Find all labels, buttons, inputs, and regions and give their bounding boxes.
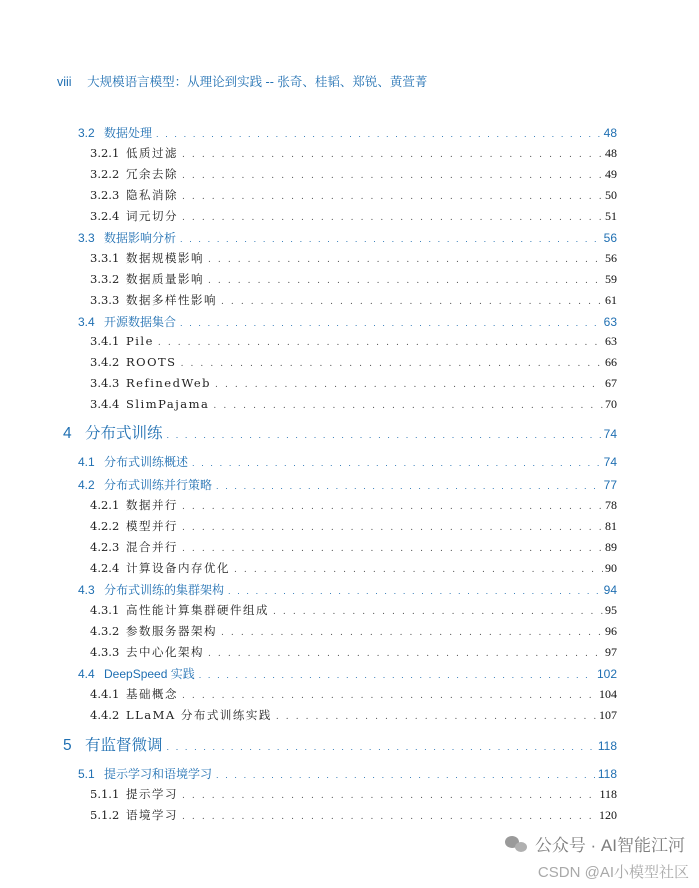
toc-entry-page: 70 bbox=[605, 397, 617, 411]
toc-entry-number: 4.3 bbox=[78, 583, 95, 597]
toc-entry-page: 74 bbox=[603, 427, 617, 441]
toc-entry-title: 数据多样性影响 bbox=[126, 293, 217, 307]
toc-entry-number: 3.4.2 bbox=[90, 355, 120, 369]
toc-entry-page: 102 bbox=[596, 667, 617, 681]
toc-entry-number: 3.4.4 bbox=[90, 397, 120, 411]
toc-entry-number: 4.4.1 bbox=[90, 687, 120, 701]
toc-entry-page: 66 bbox=[605, 355, 617, 369]
dot-leader bbox=[167, 742, 596, 752]
toc-entry-page: 97 bbox=[605, 645, 617, 659]
toc-entry[interactable] bbox=[63, 733, 617, 755]
toc-entry-title: Pile bbox=[126, 334, 154, 348]
toc-entry-number: 4.2 bbox=[78, 478, 95, 492]
toc-entry-number: 3.3.1 bbox=[90, 251, 120, 265]
toc-entry[interactable] bbox=[90, 145, 617, 161]
toc-entry-page: 50 bbox=[605, 188, 617, 202]
toc-entry-title: DeepSpeed 实践 bbox=[104, 667, 195, 681]
dot-leader bbox=[158, 338, 603, 348]
toc-entry-title: 分布式训练的集群架构 bbox=[104, 583, 225, 597]
toc-entry[interactable] bbox=[90, 497, 617, 513]
toc-entry-title: LLaMA 分布式训练实践 bbox=[126, 708, 272, 722]
header-page-numeral: viii bbox=[57, 75, 72, 89]
toc-entry-number: 3.2.3 bbox=[90, 188, 120, 202]
header-book-title: 大规模语言模型：从理论到实践 -- 张奇、桂韬、郑锐、黄萱菁 bbox=[87, 75, 428, 89]
dot-leader bbox=[182, 691, 597, 701]
toc-entry-number: 4.1 bbox=[78, 455, 95, 469]
toc-entry[interactable] bbox=[90, 250, 617, 266]
wechat-icon bbox=[505, 834, 529, 854]
toc-entry-title: 数据处理 bbox=[104, 126, 153, 140]
toc-entry[interactable] bbox=[78, 665, 617, 682]
toc-entry[interactable] bbox=[90, 208, 617, 224]
toc-entry[interactable] bbox=[90, 644, 617, 660]
dot-leader bbox=[167, 430, 602, 440]
dot-leader bbox=[182, 171, 603, 181]
toc-entry-page: 63 bbox=[603, 315, 617, 329]
toc-entry-number: 4.2.3 bbox=[90, 540, 120, 554]
dot-leader bbox=[182, 213, 603, 223]
toc-entry-number: 4.2.2 bbox=[90, 519, 120, 533]
toc-entry-number: 5.1.2 bbox=[90, 808, 120, 822]
toc-entry-title: 分布式训练并行策略 bbox=[104, 478, 213, 492]
toc-entry-number: 3.4 bbox=[78, 315, 95, 329]
toc-entry-number: 4 bbox=[63, 425, 72, 442]
toc-entry-page: 59 bbox=[605, 272, 617, 286]
dot-leader bbox=[221, 297, 603, 307]
toc-entry[interactable] bbox=[90, 807, 617, 823]
dot-leader bbox=[208, 255, 603, 265]
dot-leader bbox=[181, 359, 603, 369]
toc-entry[interactable] bbox=[90, 334, 617, 349]
toc-entry[interactable] bbox=[78, 453, 617, 470]
dot-leader bbox=[216, 481, 602, 491]
toc-entry-title: 提示学习和语境学习 bbox=[104, 767, 213, 781]
toc-entry-title: 开源数据集合 bbox=[104, 315, 177, 329]
toc-entry-page: 90 bbox=[605, 561, 617, 575]
toc-entry-title: 模型并行 bbox=[126, 519, 178, 533]
dot-leader bbox=[180, 318, 602, 328]
dot-leader bbox=[156, 129, 602, 139]
dot-leader bbox=[182, 544, 603, 554]
toc-entry-number: 3.2.1 bbox=[90, 146, 120, 160]
toc-entry-page: 107 bbox=[599, 708, 617, 722]
dot-leader bbox=[276, 712, 597, 722]
toc-entry-title: 语境学习 bbox=[126, 808, 178, 822]
toc-entry-title: 数据并行 bbox=[126, 498, 178, 512]
toc-entry-number: 5.1.1 bbox=[90, 787, 120, 801]
toc-entry[interactable] bbox=[78, 476, 617, 493]
toc-entry-title: 混合并行 bbox=[126, 540, 178, 554]
toc-entry-number: 3.2.2 bbox=[90, 167, 120, 181]
toc-entry[interactable] bbox=[78, 313, 617, 330]
toc-entry-page: 56 bbox=[603, 231, 617, 245]
toc-entry-page: 104 bbox=[599, 687, 617, 701]
toc-entry-title: 参数服务器架构 bbox=[126, 624, 217, 638]
toc-entry-title: 低质过滤 bbox=[126, 146, 178, 160]
toc-entry-page: 78 bbox=[605, 498, 617, 512]
toc-entry-number: 4.4.2 bbox=[90, 708, 120, 722]
toc-entry-title: 高性能计算集群硬件组成 bbox=[126, 603, 269, 617]
toc-entry-number: 4.4 bbox=[78, 667, 95, 681]
toc-entry-page: 95 bbox=[605, 603, 617, 617]
watermark bbox=[505, 831, 685, 856]
dot-leader bbox=[234, 565, 603, 575]
toc-entry-number: 4.3.2 bbox=[90, 624, 120, 638]
toc-entry[interactable] bbox=[78, 229, 617, 246]
watermark-csdn: CSDN @AI小模型社区 bbox=[537, 864, 689, 881]
watermark-text: 公众号 · AI智能江河 bbox=[534, 836, 685, 855]
toc-entry-page: 89 bbox=[605, 540, 617, 554]
dot-leader bbox=[215, 380, 603, 390]
dot-leader bbox=[199, 670, 595, 680]
toc-entry[interactable] bbox=[90, 292, 617, 308]
dot-leader bbox=[182, 523, 603, 533]
toc-entry-page: 51 bbox=[605, 209, 617, 223]
dot-leader bbox=[208, 276, 603, 286]
toc-entry-page: 118 bbox=[597, 739, 617, 753]
toc-entry-title: 去中心化架构 bbox=[126, 645, 204, 659]
dot-leader bbox=[273, 607, 603, 617]
toc-entry-title: 冗余去除 bbox=[126, 167, 178, 181]
toc-entry-number: 5 bbox=[63, 737, 72, 754]
dot-leader bbox=[221, 628, 603, 638]
toc-entry-number: 3.3.2 bbox=[90, 272, 120, 286]
toc-entry-number: 4.2.1 bbox=[90, 498, 120, 512]
toc-entry-title: RefinedWeb bbox=[126, 376, 212, 390]
toc-entry-number: 3.3 bbox=[78, 231, 95, 245]
toc-entry-title: 词元切分 bbox=[126, 209, 178, 223]
toc-entry[interactable] bbox=[90, 623, 617, 639]
toc-entry-number: 4.3.3 bbox=[90, 645, 120, 659]
dot-leader bbox=[192, 458, 602, 468]
toc-entry[interactable] bbox=[78, 581, 617, 598]
toc-entry-page: 48 bbox=[605, 146, 617, 160]
toc-entry[interactable] bbox=[90, 786, 617, 802]
toc-entry-page: 81 bbox=[605, 519, 617, 533]
toc-entry-title: 数据影响分析 bbox=[104, 231, 177, 245]
toc-entry-page: 77 bbox=[603, 478, 617, 492]
toc-entry-page: 118 bbox=[597, 767, 617, 781]
toc-entry[interactable] bbox=[90, 166, 617, 182]
toc-entry-number: 3.3.3 bbox=[90, 293, 120, 307]
toc-entry-title: 分布式训练概述 bbox=[104, 455, 189, 469]
dot-leader bbox=[182, 150, 603, 160]
toc-entry[interactable] bbox=[78, 765, 617, 782]
toc-entry[interactable] bbox=[90, 271, 617, 287]
toc-entry-page: 94 bbox=[603, 583, 617, 597]
toc-entry-title: 提示学习 bbox=[126, 787, 178, 801]
toc-entry-number: 5.1 bbox=[78, 767, 95, 781]
toc-entry-page: 61 bbox=[605, 293, 617, 307]
toc-entry-page: 74 bbox=[603, 455, 617, 469]
dot-leader bbox=[208, 649, 603, 659]
toc-entry[interactable] bbox=[90, 518, 617, 534]
toc-entry[interactable] bbox=[90, 707, 617, 723]
toc-entry-page: 120 bbox=[599, 808, 617, 822]
dot-leader bbox=[180, 234, 602, 244]
toc-entry[interactable] bbox=[90, 602, 617, 618]
toc-entry-title: 分布式训练 bbox=[85, 425, 163, 442]
toc-entry[interactable] bbox=[78, 124, 617, 141]
toc-entry-title: 计算设备内存优化 bbox=[126, 561, 230, 575]
toc-entry-number: 3.2.4 bbox=[90, 209, 120, 223]
toc-entry[interactable] bbox=[90, 539, 617, 555]
dot-leader bbox=[182, 502, 603, 512]
toc-entry-page: 48 bbox=[603, 126, 617, 140]
dot-leader bbox=[216, 770, 596, 780]
toc-entry-page: 49 bbox=[605, 167, 617, 181]
toc-entry-number: 3.4.1 bbox=[90, 334, 120, 348]
dot-leader bbox=[182, 791, 597, 801]
dot-leader bbox=[182, 192, 603, 202]
dot-leader bbox=[213, 401, 603, 411]
toc-entry-page: 118 bbox=[599, 787, 617, 801]
toc-entry[interactable] bbox=[90, 376, 617, 391]
toc-entry[interactable] bbox=[90, 560, 617, 576]
toc-entry-number: 4.2.4 bbox=[90, 561, 120, 575]
dot-leader bbox=[182, 812, 597, 822]
toc-entry-number: 3.2 bbox=[78, 126, 95, 140]
toc-entry-title: 隐私消除 bbox=[126, 188, 178, 202]
toc-entry-title: 有监督微调 bbox=[85, 737, 163, 754]
toc-entry[interactable] bbox=[63, 421, 617, 443]
toc-entry-title: ROOTS bbox=[126, 355, 177, 369]
toc-entry-page: 63 bbox=[605, 334, 617, 348]
toc-entry-page: 67 bbox=[605, 376, 617, 390]
toc-entry[interactable] bbox=[90, 355, 617, 370]
toc-entry-page: 96 bbox=[605, 624, 617, 638]
toc-entry[interactable] bbox=[90, 397, 617, 412]
toc-entry-title: SlimPajama bbox=[126, 397, 210, 411]
dot-leader bbox=[228, 586, 602, 596]
toc-entry-title: 基础概念 bbox=[126, 687, 178, 701]
toc-entry-number: 3.4.3 bbox=[90, 376, 120, 390]
toc-entry[interactable] bbox=[90, 686, 617, 702]
toc-entry-title: 数据规模影响 bbox=[126, 251, 204, 265]
toc-entry-page: 56 bbox=[605, 251, 617, 265]
toc-entry[interactable] bbox=[90, 187, 617, 203]
toc-entry-title: 数据质量影响 bbox=[126, 272, 204, 286]
toc-entry-number: 4.3.1 bbox=[90, 603, 120, 617]
